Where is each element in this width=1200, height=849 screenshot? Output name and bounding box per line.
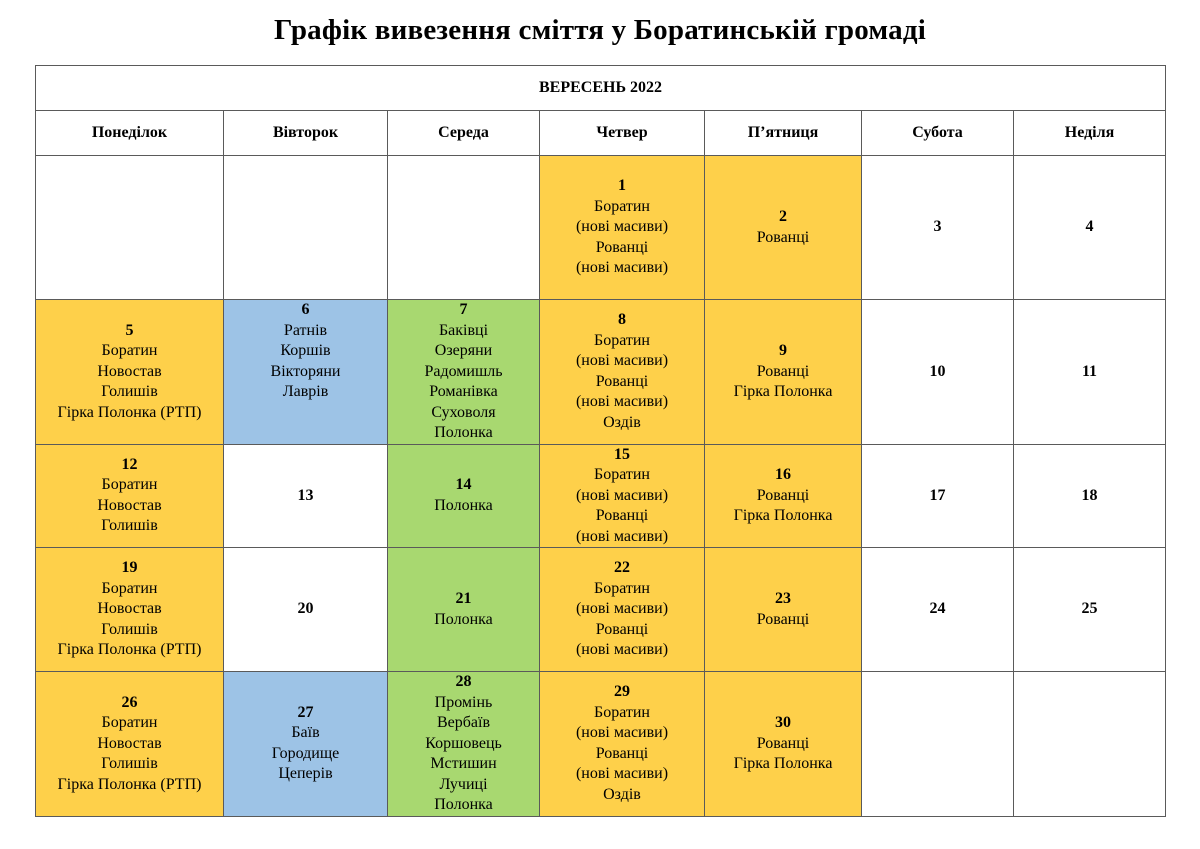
day-number: 15	[614, 445, 630, 463]
day-cell	[36, 548, 224, 672]
day-cell	[224, 548, 388, 672]
month-header-row	[36, 66, 1166, 111]
village-name: Городище	[271, 744, 340, 762]
day-cell	[705, 300, 862, 445]
day-number: 13	[297, 486, 314, 504]
day-number: 3	[933, 218, 942, 236]
day-cell	[540, 672, 705, 817]
village-name: Гірка Полонка	[733, 755, 833, 772]
village-name: Боратин	[594, 579, 650, 597]
village-name: Рованці	[595, 238, 649, 256]
day-number: 26	[121, 693, 138, 711]
village-name: Рованці	[756, 228, 810, 246]
day-cell	[36, 444, 224, 548]
village-name: Лучиці	[439, 775, 488, 793]
village-list	[388, 321, 539, 444]
week-row	[36, 444, 1166, 548]
weekday-header: Четвер	[540, 111, 705, 156]
day-cell	[224, 444, 388, 548]
day-number: 5	[125, 321, 134, 339]
day-number: 28	[455, 673, 472, 690]
day-number: 6	[301, 301, 310, 318]
village-name: Боратин	[101, 342, 158, 359]
day-number: 19	[121, 559, 138, 577]
week-row	[36, 672, 1166, 817]
day-cell	[388, 156, 540, 300]
village-name: Рованці	[595, 372, 649, 390]
weekday-header: Неділя	[1014, 111, 1166, 156]
day-cell	[224, 672, 388, 817]
village-name: Голишів	[101, 755, 158, 772]
village-name: Полонка	[434, 796, 493, 813]
village-name: Гірка Полонка (РТП)	[57, 403, 202, 421]
day-number: 1	[618, 177, 626, 195]
village-name: Рованці	[756, 486, 810, 504]
village-list	[540, 703, 704, 806]
day-cell	[540, 156, 705, 300]
day-number: 4	[1085, 218, 1094, 236]
day-cell	[1014, 672, 1166, 817]
day-cell	[224, 156, 388, 300]
village-list	[705, 486, 861, 527]
village-name: Оздів	[603, 413, 641, 431]
village-name: (нові масиви)	[575, 218, 669, 236]
village-name: Новостав	[97, 734, 162, 752]
village-name: Гірка Полонка	[733, 383, 833, 400]
village-name: (нові масиви)	[575, 641, 669, 659]
village-name: Новостав	[97, 362, 162, 380]
village-list	[36, 341, 223, 423]
day-cell	[1014, 156, 1166, 300]
village-name: Боратин	[594, 466, 650, 483]
village-list	[540, 331, 704, 434]
week-row	[36, 156, 1166, 300]
day-cell	[1014, 444, 1166, 548]
village-name: Полонка	[434, 610, 493, 628]
day-number: 7	[459, 301, 468, 318]
day-cell	[862, 156, 1014, 300]
weekday-header: Вівторок	[224, 111, 388, 156]
day-cell	[1014, 300, 1166, 445]
weekday-header: Понеділок	[36, 111, 224, 156]
village-name: Гірка Полонка	[733, 507, 833, 524]
week-row	[36, 300, 1166, 445]
village-name: Суховоля	[431, 403, 496, 421]
village-name: Рованці	[756, 610, 810, 628]
village-list	[36, 579, 223, 661]
village-list	[224, 321, 387, 403]
day-number: 9	[779, 342, 787, 359]
village-list	[705, 362, 861, 403]
village-list	[705, 610, 861, 631]
village-list	[388, 496, 539, 517]
week-row	[36, 548, 1166, 672]
village-name: Романівка	[429, 383, 498, 400]
village-list	[540, 465, 704, 547]
village-name: Голишів	[101, 383, 158, 400]
day-number: 10	[929, 362, 946, 380]
day-number: 20	[297, 600, 314, 618]
village-name: Боратин	[101, 579, 158, 597]
village-list	[388, 693, 539, 816]
day-number: 16	[775, 466, 791, 483]
village-name: (нові масиви)	[575, 765, 669, 783]
village-name: Ратнів	[283, 321, 328, 339]
village-name: Рованці	[595, 744, 649, 762]
day-number: 8	[618, 311, 626, 329]
village-name: Рованці	[756, 362, 810, 380]
day-cell	[705, 156, 862, 300]
village-name: Промінь	[434, 693, 493, 711]
day-cell	[1014, 548, 1166, 672]
day-cell	[36, 672, 224, 817]
village-name: Боратин	[594, 331, 650, 349]
day-number: 12	[121, 455, 138, 473]
village-list	[540, 579, 704, 661]
day-number: 14	[455, 476, 472, 494]
weekday-header: Субота	[862, 111, 1014, 156]
village-list	[705, 228, 861, 249]
village-name: Новостав	[97, 496, 162, 514]
day-cell	[862, 300, 1014, 445]
village-name: Боратин	[594, 703, 650, 721]
day-cell	[540, 548, 705, 672]
village-list	[388, 610, 539, 631]
day-cell	[705, 548, 862, 672]
village-name: Цеперів	[278, 765, 333, 783]
day-cell	[224, 300, 388, 445]
village-name: (нові масиви)	[575, 393, 669, 411]
village-name: Баківці	[438, 321, 489, 339]
day-cell	[862, 548, 1014, 672]
day-number: 29	[614, 683, 630, 701]
village-name: Голишів	[101, 620, 158, 638]
day-cell	[388, 548, 540, 672]
village-name: Вікторяни	[270, 362, 341, 380]
village-name: Баїв	[291, 724, 320, 742]
village-name: Коршовець	[425, 734, 502, 752]
village-name: Радомишль	[424, 362, 503, 380]
day-cell	[862, 672, 1014, 817]
village-list	[36, 475, 223, 537]
village-name: Лаврів	[282, 383, 329, 400]
day-number: 11	[1081, 362, 1098, 380]
day-cell	[705, 444, 862, 548]
day-number: 25	[1081, 600, 1098, 618]
day-cell	[36, 300, 224, 445]
village-list	[224, 723, 387, 785]
day-cell	[540, 444, 705, 548]
month-title: ВЕРЕСЕНЬ 2022	[36, 66, 1166, 111]
village-name: Рованці	[595, 507, 649, 524]
village-name: (нові масиви)	[575, 600, 669, 618]
village-name: Голишів	[101, 517, 158, 535]
village-name: Новостав	[97, 600, 162, 618]
day-cell	[540, 300, 705, 445]
day-number: 21	[455, 590, 472, 607]
day-number: 27	[297, 703, 314, 721]
village-name: Гірка Полонка (РТП)	[57, 641, 202, 659]
village-name: Озеряни	[434, 342, 493, 359]
village-name: (нові масиви)	[575, 527, 669, 545]
village-name: Оздів	[603, 785, 641, 803]
village-name: (нові масиви)	[575, 352, 669, 370]
village-list	[540, 197, 704, 279]
day-cell	[388, 672, 540, 817]
village-list	[36, 713, 223, 795]
day-cell	[705, 672, 862, 817]
village-name: Боратин	[594, 197, 650, 215]
day-number: 17	[929, 486, 946, 504]
village-name: Рованці	[756, 734, 810, 752]
weekday-header-row	[36, 111, 1166, 156]
village-name: Вербаїв	[436, 714, 490, 731]
village-list	[705, 734, 861, 775]
day-number: 2	[779, 208, 787, 225]
day-number: 23	[775, 590, 791, 607]
day-cell	[388, 444, 540, 548]
day-cell	[388, 300, 540, 445]
weekday-header: П’ятниця	[705, 111, 862, 156]
day-number: 22	[614, 559, 630, 577]
calendar-body	[36, 156, 1166, 817]
weekday-header: Середа	[388, 111, 540, 156]
schedule-table	[35, 65, 1166, 817]
village-name: Боратин	[101, 714, 158, 731]
page-title: Графік вивезення сміття у Боратинській громаді	[274, 14, 926, 46]
day-cell	[36, 156, 224, 300]
day-cell	[862, 444, 1014, 548]
village-name: Коршів	[280, 342, 331, 359]
village-name: Рованці	[595, 620, 649, 638]
day-number: 24	[929, 600, 946, 618]
village-name: Боратин	[101, 476, 158, 494]
village-name: Полонка	[434, 424, 493, 441]
village-name: (нові масиви)	[575, 724, 669, 742]
village-name: Полонка	[434, 496, 493, 514]
village-name: (нові масиви)	[575, 259, 669, 277]
village-name: Гірка Полонка (РТП)	[57, 775, 202, 793]
day-number: 30	[775, 714, 791, 731]
village-name: (нові масиви)	[575, 486, 669, 504]
village-name: Мстишин	[430, 755, 497, 772]
day-number: 18	[1081, 486, 1098, 504]
